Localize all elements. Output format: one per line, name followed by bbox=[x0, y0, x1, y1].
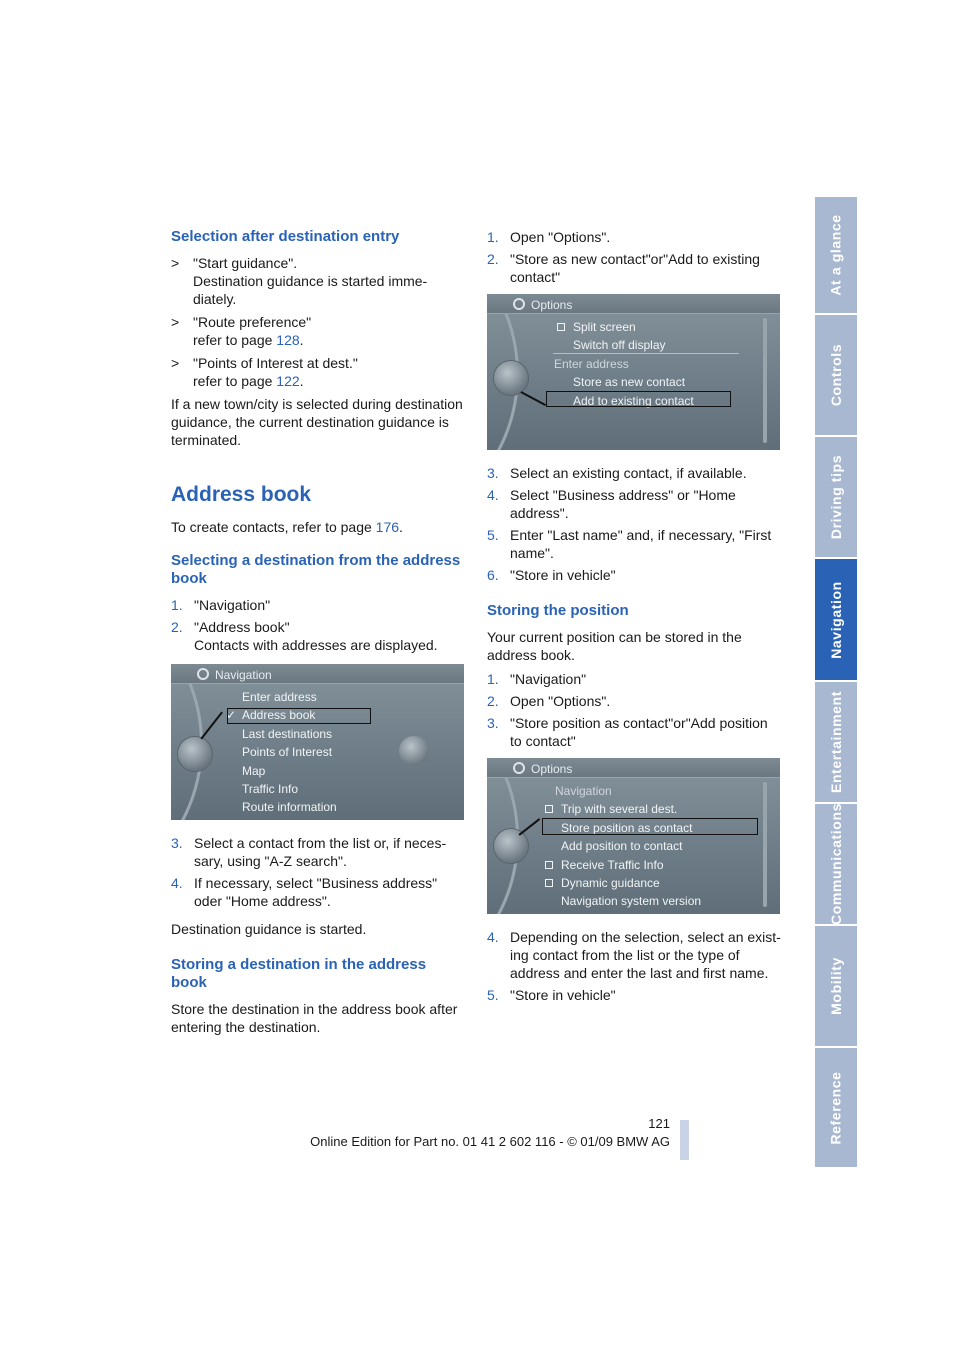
list-item: 2. "Store as new contact"or"Add to existing contact" bbox=[487, 251, 760, 285]
menu-title-icon bbox=[513, 762, 525, 774]
highlight-frame bbox=[227, 708, 371, 724]
scrollbar bbox=[763, 782, 767, 907]
highlight-frame bbox=[542, 818, 758, 835]
checkbox-icon bbox=[557, 323, 565, 331]
tab-entertainment[interactable]: Entertainment bbox=[815, 682, 857, 802]
scrollbar bbox=[763, 318, 767, 443]
tab-mobility[interactable]: Mobility bbox=[815, 926, 857, 1046]
list-item: 2. "Address book" Contacts with addresses are displayed. bbox=[171, 619, 438, 653]
tab-driving-tips[interactable]: Driving tips bbox=[815, 437, 857, 557]
edition-footer: Online Edition for Part no. 01 41 2 602 116 - © 01/09 BMW AG bbox=[310, 1134, 670, 1149]
options-steps-a bbox=[487, 228, 782, 286]
list-item: 5. Enter "Last name" and, if necessary, "First name". bbox=[487, 527, 772, 561]
checkbox-icon bbox=[545, 879, 553, 887]
callout-line bbox=[200, 711, 222, 739]
list-item: > "Start guidance". Destination guidance is started imme-diately. bbox=[171, 255, 428, 307]
list-item: 1. "Navigation" bbox=[171, 597, 271, 613]
menu-title-icon bbox=[513, 298, 525, 310]
page-link-128[interactable]: 128 bbox=[276, 332, 300, 348]
controller-knob-icon bbox=[177, 736, 213, 772]
navigation-menu-screenshot: Navigation Enter address ✓ Address book Last destinations Points of Interest Map Traffic Info Route information bbox=[171, 664, 464, 820]
address-book-intro: To create contacts, refer to page 176. bbox=[171, 519, 403, 535]
check-icon: ✓ bbox=[226, 708, 237, 723]
callout-line bbox=[521, 391, 546, 405]
heading-selection-after-entry: Selection after destination entry bbox=[171, 228, 400, 245]
list-item: 3. Select an existing contact, if available. bbox=[487, 465, 747, 481]
heading-storing-position: Storing the position bbox=[487, 602, 629, 619]
list-item: 4. Select "Business address" or "Home address". bbox=[487, 487, 736, 521]
right-column bbox=[487, 228, 782, 1014]
heading-storing-destination: Storing a destination in the address book bbox=[171, 956, 427, 991]
left-column bbox=[171, 228, 466, 1042]
options-steps-b bbox=[487, 464, 782, 584]
controller-knob-icon bbox=[493, 828, 529, 864]
list-item: 1. "Navigation" bbox=[487, 671, 587, 687]
tab-controls[interactable]: Controls bbox=[815, 315, 857, 435]
chapter-tabs bbox=[815, 197, 857, 1169]
options-menu-screenshot: Options Split screen Switch off display Enter address Store as new contact Add to existing contact bbox=[487, 294, 780, 450]
destination-change-note: If a new town/city is selected during destination guidance, the current destination guidance is terminated. bbox=[171, 396, 463, 448]
heading-address-book: Address book bbox=[171, 483, 312, 506]
select-steps-b bbox=[171, 834, 466, 910]
list-item: 4. If necessary, select "Business address" oder "Home address". bbox=[171, 875, 438, 909]
position-steps bbox=[487, 670, 782, 750]
checkbox-icon bbox=[545, 861, 553, 869]
list-item: > "Route preference" refer to page 128. bbox=[171, 314, 312, 348]
heading-selecting-destination: Selecting a destination from the address book bbox=[171, 552, 461, 587]
list-item: 6. "Store in vehicle" bbox=[487, 567, 616, 583]
list-item: 2. Open "Options". bbox=[487, 693, 611, 709]
position-steps-final bbox=[487, 928, 782, 1004]
highlight-frame bbox=[546, 391, 731, 407]
select-steps-a bbox=[171, 596, 466, 654]
list-item: 3. "Store position as contact"or"Add position to contact" bbox=[487, 715, 768, 749]
tab-communications[interactable]: Communications bbox=[815, 804, 857, 924]
page-link-122[interactable]: 122 bbox=[276, 373, 300, 389]
tab-at-a-glance[interactable]: At a glance bbox=[815, 197, 857, 313]
list-item: > "Points of Interest at dest." refer to page 122. bbox=[171, 355, 358, 389]
list-item: 1. Open "Options". bbox=[487, 229, 611, 245]
controller-knob-icon bbox=[493, 360, 529, 396]
tab-reference[interactable]: Reference bbox=[815, 1048, 857, 1167]
footer-bar bbox=[680, 1120, 689, 1160]
list-item: 4. Depending on the selection, select an exist-ing contact from the list or the type of address and enter the last and first name. bbox=[487, 929, 781, 981]
list-item: 3. Select a contact from the list or, if neces-sary, using "A-Z search". bbox=[171, 835, 447, 869]
tab-navigation[interactable]: Navigation bbox=[815, 559, 857, 680]
storing-destination-text: Store the destination in the address book after entering the destination. bbox=[171, 1001, 458, 1035]
position-options-screenshot: Options Navigation Trip with several dest. Store position as contact Add position to contact Receive Traffic Info Dynamic guidance Navigation system version bbox=[487, 758, 780, 914]
guidance-started-text: Destination guidance is started. bbox=[171, 921, 367, 937]
page-number: 121 bbox=[648, 1116, 670, 1131]
selection-options-list bbox=[171, 254, 466, 390]
callout-line bbox=[519, 818, 540, 835]
list-item: 5. "Store in vehicle" bbox=[487, 987, 616, 1003]
menu-title-icon bbox=[197, 668, 209, 680]
storing-position-text: Your current position can be stored in the address book. bbox=[487, 629, 742, 663]
controller-knob-right-icon bbox=[399, 736, 429, 766]
checkbox-icon bbox=[545, 805, 553, 813]
page-link-176[interactable]: 176 bbox=[375, 519, 400, 535]
